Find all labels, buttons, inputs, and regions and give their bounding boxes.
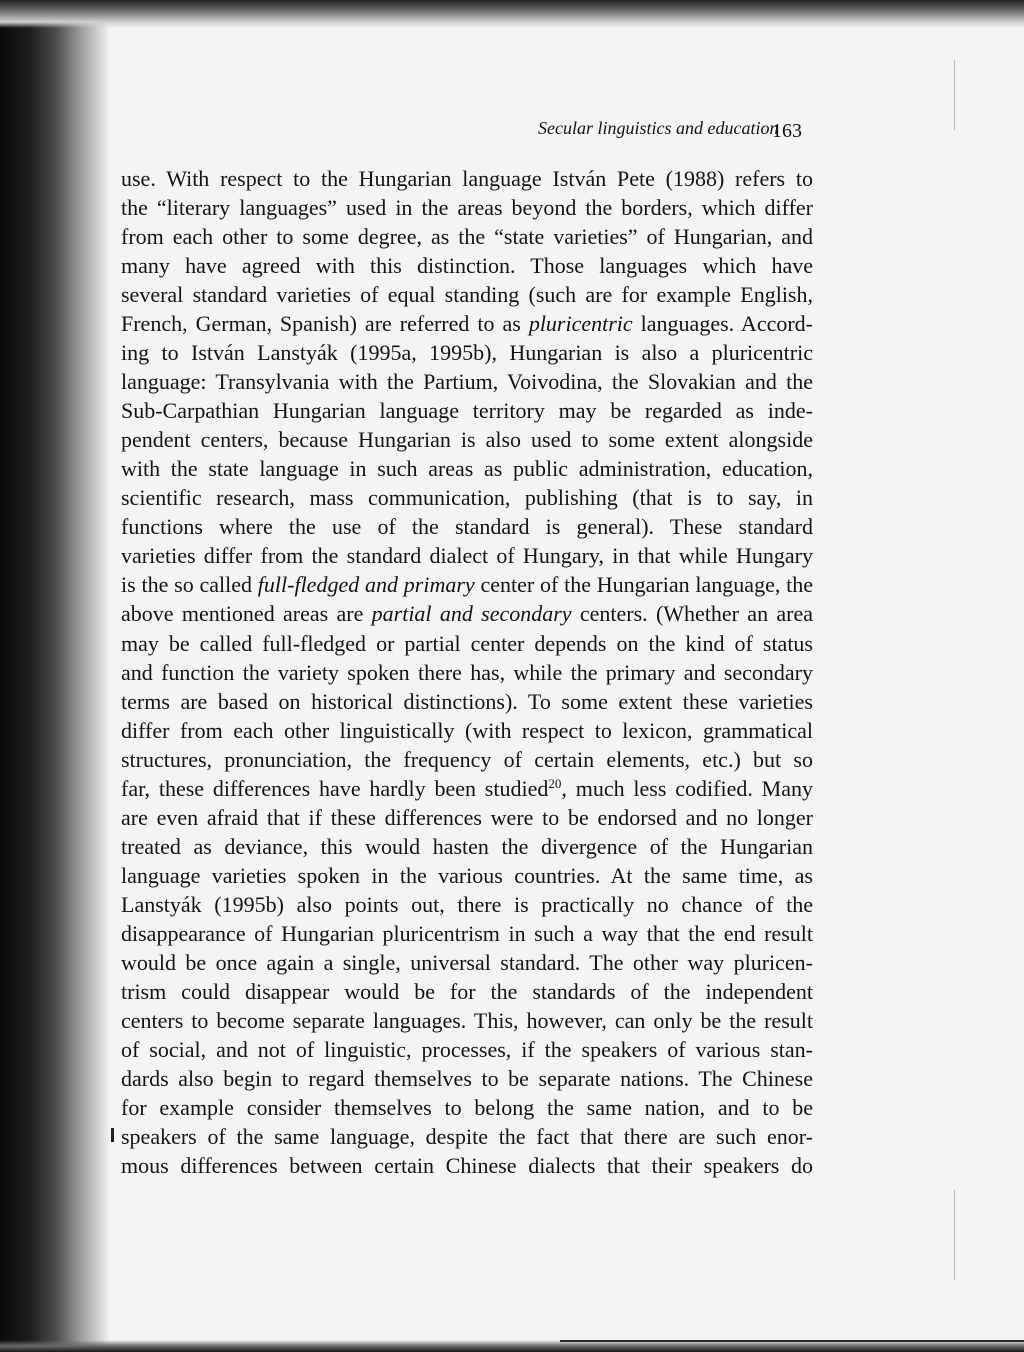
scan-bottom-rule <box>560 1340 1024 1342</box>
text-run: center of the Hungarian language, the <box>474 572 813 598</box>
text-line: use. With respect to the Hungarian language István Pete (1988) refers to <box>121 166 813 191</box>
text-line: language: Transylvania with the Partium, Voivodina, the Slovakian and the <box>121 369 813 395</box>
text-line: trism could disappear would be for the standards of the independent <box>121 978 813 1004</box>
text-line: for example consider themselves to belong the same nation, and to be <box>121 1095 813 1120</box>
text-line: functions where the use of the standard is general). These standard <box>121 514 813 540</box>
text-run: centers. (Whether an area <box>571 601 813 627</box>
text-line: Lanstyák (1995b) also points out, there is practically no chance of the <box>121 891 813 917</box>
scan-right-mark-lower <box>954 1190 955 1280</box>
text-line: differ from each other linguistically (with respect to lexicon, grammatical <box>121 717 813 743</box>
text-line: may be called full-fledged or partial center depends on the kind of status <box>121 630 813 656</box>
text-run: , much less codified. Many <box>561 775 813 801</box>
body-text <box>121 164 813 1180</box>
text-line: mous differences between certain Chinese dialects that their speakers do <box>121 1153 813 1179</box>
text-line: ing to István Lanstyák (1995a, 1995b), Hungarian is also a pluricentric <box>121 340 813 366</box>
text-line: scientific research, mass communication, publishing (that is to say, in <box>121 485 813 511</box>
text-line: the “literary languages” used in the areas beyond the borders, which differ <box>121 195 813 221</box>
running-head-title: Secular linguistics and education <box>538 118 779 138</box>
text-line: disappearance of Hungarian pluricentrism in such a way that the end result <box>121 920 813 946</box>
text-line <box>121 774 813 803</box>
italic-term: full-fledged and primary <box>257 572 475 598</box>
text-line: and function the variety spoken there has, while the primary and secondary <box>121 659 813 685</box>
margin-mark <box>111 1128 114 1142</box>
scan-top-shadow <box>0 0 1024 28</box>
text-line: Sub-Carpathian Hungarian language territory may be regarded as inde- <box>121 398 813 424</box>
page-number: 163 <box>772 120 802 142</box>
text-line: several standard varieties of equal standing (such are for example English, <box>121 282 813 308</box>
text-line: language varieties spoken in the various countries. At the same time, as <box>121 862 813 888</box>
text-run: languages. Accord- <box>632 311 813 337</box>
text-run: is the so called <box>121 572 258 598</box>
text-line: pendent centers, because Hungarian is also used to some extent alongside <box>121 427 813 453</box>
text-line: dards also begin to regard themselves to be separate nations. The Chinese <box>121 1065 813 1091</box>
scan-right-mark <box>954 60 955 130</box>
text-line: with the state language in such areas as public administration, education, <box>121 456 813 482</box>
text-line <box>121 309 813 338</box>
text-line: varieties differ from the standard dialect of Hungary, in that while Hungary <box>121 543 813 569</box>
text-line: would be once again a single, universal standard. The other way pluricen- <box>121 949 813 975</box>
text-run: above mentioned areas are <box>121 601 372 627</box>
footnote-ref[interactable]: 20 <box>548 775 562 791</box>
text-line: many have agreed with this distinction. Those languages which have <box>121 253 813 279</box>
text-line: from each other to some degree, as the “state varieties” of Hungarian, and <box>121 224 813 250</box>
text-line: centers to become separate languages. This, however, can only be the result <box>121 1007 813 1033</box>
text-line <box>121 599 813 628</box>
text-run: French, German, Spanish) are referred to as <box>121 311 529 337</box>
text-line: are even afraid that if these differences were to be endorsed and no longer <box>121 804 813 830</box>
text-line: of social, and not of linguistic, processes, if the speakers of various stan- <box>121 1036 813 1062</box>
text-line: speakers of the same language, despite the fact that there are such enor- <box>121 1124 813 1150</box>
text-line: treated as deviance, this would hasten the divergence of the Hungarian <box>121 833 813 859</box>
text-line: structures, pronunciation, the frequency of certain elements, etc.) but so <box>121 746 813 772</box>
italic-term: partial and secondary <box>371 601 572 627</box>
scan-edge-shadow <box>0 0 110 1352</box>
text-line: terms are based on historical distinctions). To some extent these varieties <box>121 688 813 714</box>
text-run: far, these differences have hardly been studied <box>121 775 549 801</box>
text-line <box>121 570 813 599</box>
italic-term: pluricentric <box>528 311 633 337</box>
